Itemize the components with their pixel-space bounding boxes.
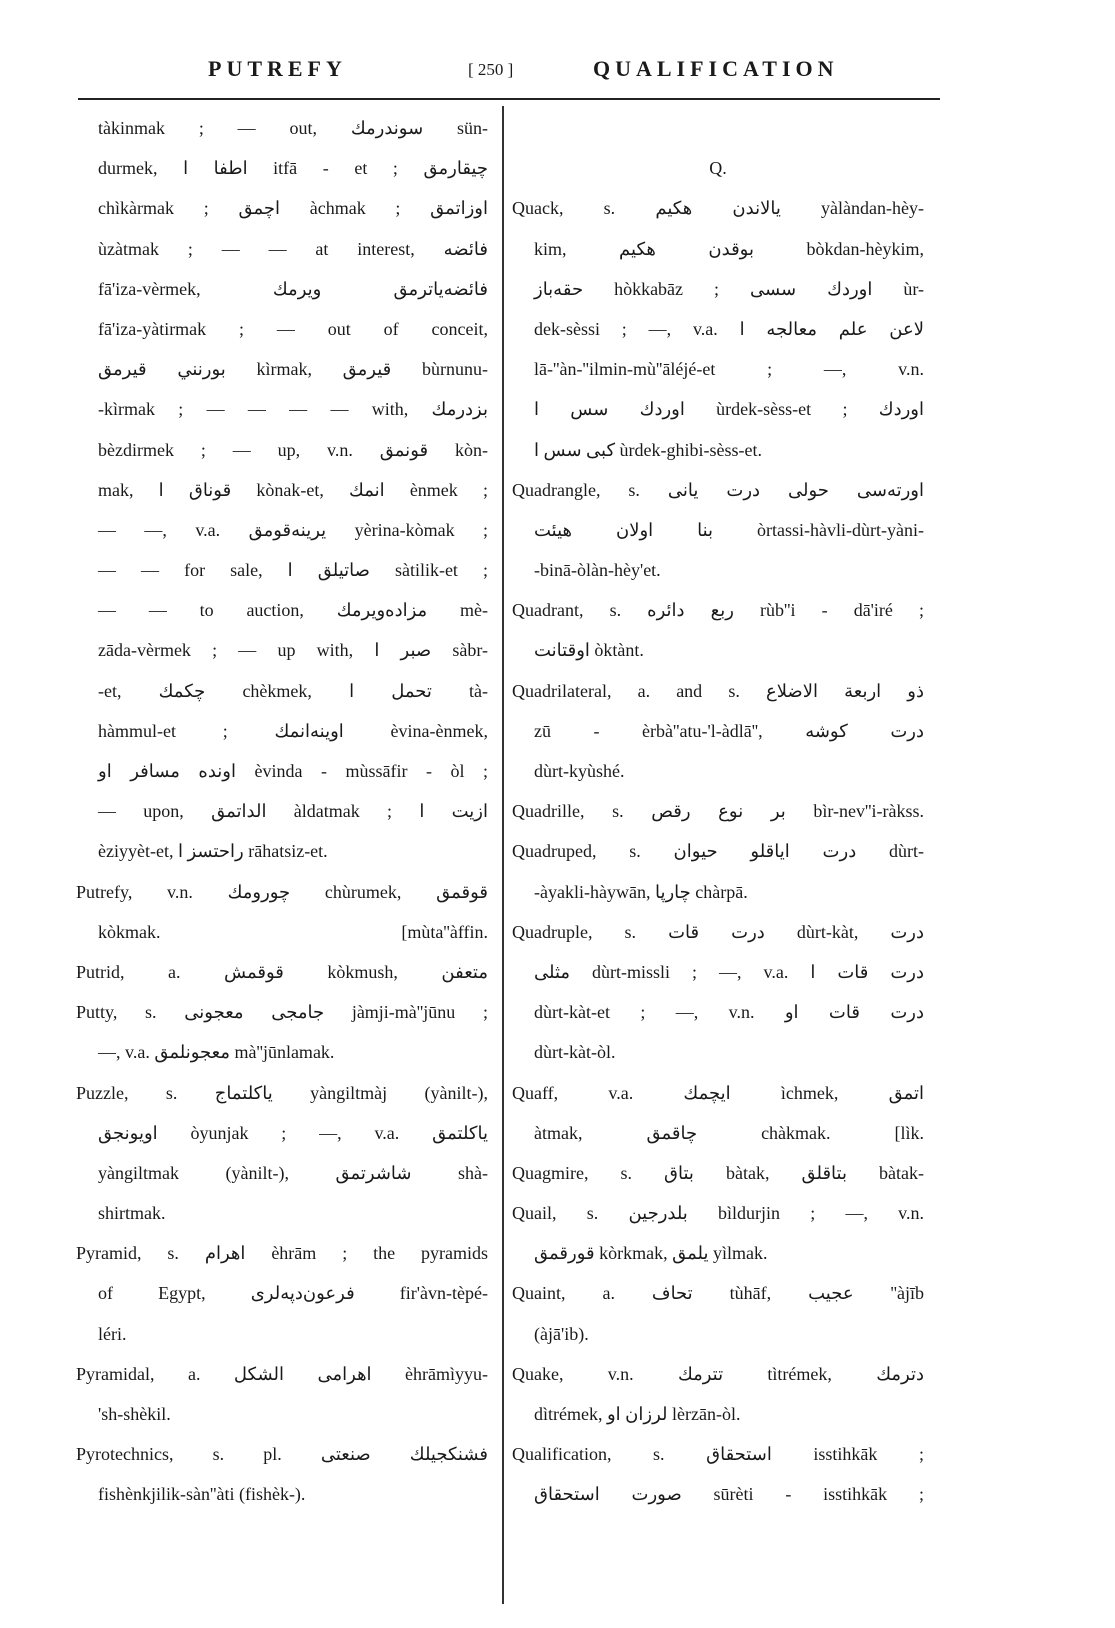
dictionary-line: Qualification, s. استحقاق isstihkāk ;	[512, 1444, 924, 1465]
dictionary-line: zū - èrbà''atu-'l-àdlā'', درت كوشه	[534, 720, 924, 741]
dictionary-line: Puzzle, s. یاكلتماج yàngiltmàj (yànilt-),	[76, 1082, 488, 1103]
column-divider	[502, 106, 504, 1604]
dictionary-line: ùzàtmak ; — — at interest, فائضه	[98, 238, 488, 259]
dictionary-line: mak, قوناق ا kònak-et, انمك ènmek ;	[98, 479, 488, 500]
dictionary-line: zāda-vèrmek ; — up with, صبر ا sàbr-	[98, 640, 488, 661]
dictionary-line: dùrt-kàt-et ; —, v.n. درت قات او	[534, 1002, 924, 1023]
dictionary-line: Pyramid, s. اهرام èhrām ; the pyramids	[76, 1243, 488, 1264]
dictionary-line: èziyyèt-et, راحتسز ا rāhatsiz-et.	[98, 841, 328, 862]
dictionary-line: صورت استحقاق sūrèti - isstihkāk ;	[534, 1484, 924, 1505]
dictionary-line: بورنني قيرمق kìrmak, قيرمق bùrnunu-	[98, 359, 488, 380]
dictionary-line: Putrid, a. قوقمش kòkmush, متعفن	[76, 961, 488, 982]
dictionary-line: shirtmak.	[98, 1203, 166, 1224]
dictionary-line: Putty, s. جامجی معجونی jàmji-mà''jūnu ;	[76, 1002, 488, 1023]
dictionary-line: tàkinmak ; — out, سوندرمك sün-	[98, 118, 488, 138]
dictionary-line: Quaff, v.a. ایچمك ìchmek, اتمق	[512, 1082, 924, 1103]
dictionary-line: Quadruped, s. درت ایاقلو حیوان dùrt-	[512, 841, 924, 862]
dictionary-line: اوقتانت òktànt.	[534, 640, 644, 661]
dictionary-line: lā-''àn-''ilmin-mù''āléjé-et ; —, v.n.	[534, 359, 924, 380]
header-right-guide-word: QUALIFICATION	[593, 56, 839, 81]
dictionary-line: Quack, s. یالاندن هكیم yàlàndan-hèy-	[512, 198, 924, 219]
dictionary-line: dek-sèssi ; —, v.a. لاعن علم معالجه ا	[534, 318, 924, 339]
left-column	[76, 108, 488, 1515]
dictionary-line: —, v.a. معجونلمق mà''jūnlamak.	[98, 1042, 335, 1063]
dictionary-line: Quadrilateral, a. and s. ذو اربعة الاضلاع	[512, 680, 924, 701]
dictionary-line: اویونجق òyunjak ; —, v.a. یاكلتمق	[98, 1122, 488, 1143]
right-column	[512, 108, 924, 1515]
dictionary-line: — — for sale, صاتيلق ا sàtilik-et ;	[98, 560, 488, 581]
dictionary-line: اوردك سس ا ùrdek-sèss-et ; اوردك	[534, 399, 924, 420]
dictionary-line: قورقمق kòrkmak, یلمق yìlmak.	[534, 1243, 768, 1264]
dictionary-line: — —, v.a. یرینه‌قومق yèrina-kòmak ;	[98, 519, 488, 540]
dictionary-line: Quadrille, s. بر نوع رقص bìr-nev''i-ràkss.	[512, 801, 924, 822]
dictionary-line: Quail, s. بلدرجین bìldurjin ; —, v.n.	[512, 1203, 924, 1224]
dictionary-line: Q.	[709, 158, 727, 179]
dictionary-line: kim, بوقدن هكیم bòkdan-hèykim,	[534, 238, 924, 259]
dictionary-line: Pyrotechnics, s. pl. فشنكجيلك صنعتی	[76, 1444, 488, 1465]
dictionary-line: Pyramidal, a. اهرامی الشكل èhrāmìyyu-	[76, 1363, 488, 1384]
dictionary-line	[512, 108, 924, 148]
dictionary-line: — upon, الداتمق àldatmak ; ازیت ا	[98, 801, 488, 822]
dictionary-line: -kìrmak ; — — — — with, بزدرمك	[98, 399, 488, 420]
dictionary-line: Quadrant, s. ربع دائره rùb''i - dā'iré ;	[512, 600, 924, 621]
dictionary-line: dùrt-kàt-òl.	[534, 1042, 616, 1063]
dictionary-line: of Egypt, فرعون‌دپه‌لری fir'àvn-tèpé-	[98, 1283, 488, 1304]
dictionary-line: fā'iza-vèrmek, فائضه‌یاترمق ویرمك	[98, 278, 488, 299]
dictionary-line: بنا اولان هیئت òrtassi-hàvli-dùrt-yàni-	[534, 519, 924, 540]
dictionary-line: chìkàrmak ; اچمق àchmak ; اوزاتمق	[98, 198, 488, 219]
dictionary-line: (àjā'ib).	[534, 1323, 589, 1344]
dictionary-line: Quake, v.n. تترمك tìtrémek, دترمك	[512, 1363, 924, 1384]
running-header	[78, 52, 940, 96]
dictionary-line: -binā-òlàn-hèy'et.	[534, 560, 661, 581]
dictionary-line: كبی سس ا ùrdek-ghibi-sèss-et.	[534, 439, 763, 460]
dictionary-line: اونده مسافر او èvinda - mùssāfir - òl ;	[98, 761, 488, 781]
dictionary-line: fā'iza-yàtirmak ; — out of conceit,	[98, 318, 488, 339]
dictionary-line: Quadrangle, s. اورته‌سی حولی درت یانی	[512, 479, 924, 500]
dictionary-line: kòkmak. [mùta''àffin.	[98, 921, 488, 942]
dictionary-line: — — to auction, مزاده‌ویرمك mè-	[98, 600, 488, 621]
dictionary-line: fishènkjilik-sàn''àti (fishèk-).	[98, 1484, 306, 1505]
dictionary-line: Quaint, a. تحاف tùhāf, عجیب ''àjīb	[512, 1283, 924, 1304]
dictionary-line: durmek, اطفا ا itfā - et ; چیقارمق	[98, 158, 488, 179]
dictionary-line: dùrt-kyùshé.	[534, 761, 625, 781]
dictionary-line: Putrefy, v.n. چورومك chùrumek, قوقمق	[76, 881, 488, 902]
header-left-guide-word: PUTREFY	[208, 56, 347, 81]
header-rule	[78, 98, 940, 100]
dictionary-line: حقه‌باز hòkkabāz ; اوردك سسی ùr-	[534, 278, 924, 299]
dictionary-line: bèzdirmek ; — up, v.n. قونمق kòn-	[98, 439, 488, 460]
dictionary-line: dìtrémek, لرزان او lèrzān-òl.	[534, 1404, 741, 1424]
dictionary-line: -et, چكمك chèkmek, تحمل ا tà-	[98, 680, 488, 701]
dictionary-line: léri.	[98, 1323, 127, 1344]
dictionary-line: hàmmul-et ; اوینه‌انمك èvina-ènmek,	[98, 720, 488, 741]
page-number: [ 250 ]	[468, 60, 514, 79]
dictionary-line: Quagmire, s. بتاق bàtak, بتاقلق bàtak-	[512, 1162, 924, 1183]
dictionary-line: 'sh-shèkil.	[98, 1404, 171, 1424]
dictionary-line: مثلی dùrt-missli ; —, v.a. درت قات ا	[534, 961, 924, 982]
dictionary-line: Quadruple, s. درت قات dùrt-kàt, درت	[512, 921, 924, 942]
dictionary-line: yàngiltmak (yànilt-), شاشرتمق shà-	[98, 1162, 488, 1183]
dictionary-line: -àyakli-hàywān, چارپا chàrpā.	[534, 881, 748, 902]
dictionary-line: àtmak, چاقمق chàkmak. [lìk.	[534, 1122, 924, 1143]
